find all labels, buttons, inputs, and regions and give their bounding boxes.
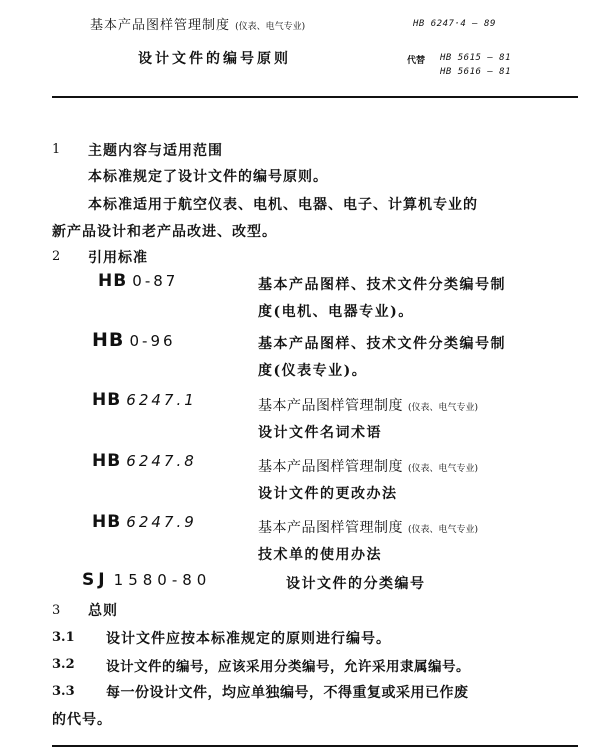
section-2-number: 2	[52, 249, 61, 264]
ref-desc-3-paren: (仪表、电气专业)	[407, 403, 478, 413]
ref-desc-3-title: 基本产品图样管理制度	[258, 398, 403, 414]
ref-desc-6-line-1: 设计文件的分类编号	[286, 576, 426, 592]
ref-number: 0-96	[129, 332, 176, 350]
section-3-heading: 总则	[88, 603, 118, 619]
ref-desc-4-line-1	[258, 456, 478, 476]
clause-3-1-number: 3.1	[52, 630, 75, 645]
clause-3-3-continuation: 的代号。	[52, 712, 112, 728]
section-1-para-1: 本标准规定了设计文件的编号原则。	[88, 169, 328, 185]
ref-desc-4-line-2: 设计文件的更改办法	[258, 486, 398, 502]
ref-number: 6247.8	[126, 452, 197, 470]
ref-desc-1-line-2: 度(电机、电器专业)。	[258, 304, 414, 320]
ref-desc-2-line-2: 度(仪表专业)。	[258, 363, 368, 379]
header-rule	[52, 96, 578, 98]
ref-desc-5-line-1	[258, 517, 478, 537]
replaces-code-2: HB 5616 — 81	[440, 67, 512, 77]
ref-prefix: HB	[92, 512, 122, 532]
clause-3-1-text: 设计文件应按本标准规定的原则进行编号。	[106, 631, 391, 647]
standard-code: HB 6247·4 — 89	[413, 19, 496, 29]
clause-3-2-text: 设计文件的编号，应该采用分类编号，允许采用隶属编号。	[106, 659, 470, 675]
ref-prefix: HB	[92, 451, 122, 471]
ref-number: 6247.9	[126, 513, 197, 531]
ref-desc-4-paren: (仪表、电气专业)	[407, 464, 478, 474]
section-1-para-2-line-2: 新产品设计和老产品改进、改型。	[52, 224, 277, 240]
section-1-para-2-line-1: 本标准适用于航空仪表、电机、电器、电子、计算机专业的	[88, 197, 478, 213]
replaces-label: 代替	[407, 56, 426, 66]
ref-number: 0-87	[132, 272, 179, 290]
ref-desc-3-line-1	[258, 395, 478, 415]
series-title-text: 基本产品图样管理制度	[90, 18, 231, 33]
ref-number: 1580-80	[113, 571, 212, 589]
clause-3-3-text: 每一份设计文件，均应单独编号，不得重复或采用已作废	[106, 685, 469, 701]
ref-desc-1-line-1: 基本产品图样、技术文件分类编号制	[258, 277, 506, 293]
ref-desc-4-title: 基本产品图样管理制度	[258, 459, 403, 475]
ref-code-3	[92, 390, 197, 410]
standard-series-title	[90, 14, 305, 33]
footer-rule	[52, 745, 578, 747]
section-1-number: 1	[52, 142, 61, 157]
ref-prefix: HB	[92, 329, 125, 351]
ref-number: 6247.1	[126, 391, 197, 409]
clause-3-3-number: 3.3	[52, 684, 75, 699]
clause-3-2-number: 3.2	[52, 657, 75, 672]
ref-desc-5-title: 基本产品图样管理制度	[258, 520, 403, 536]
ref-desc-5-line-2: 技术单的使用办法	[258, 547, 382, 563]
ref-prefix: HB	[98, 271, 128, 291]
section-3-number: 3	[52, 603, 61, 618]
ref-desc-5-paren: (仪表、电气专业)	[407, 525, 478, 535]
ref-code-4	[92, 451, 197, 471]
ref-code-1	[98, 271, 178, 291]
series-title-paren: (仪表、电气专业)	[235, 22, 306, 32]
section-2-heading: 引用标准	[88, 250, 148, 266]
document-title: 设计文件的编号原则	[138, 51, 291, 67]
ref-prefix: HB	[92, 390, 122, 410]
ref-code-6	[82, 570, 211, 590]
ref-prefix: SJ	[82, 570, 109, 590]
ref-desc-2-line-1: 基本产品图样、技术文件分类编号制	[258, 336, 506, 352]
section-1-heading: 主题内容与适用范围	[88, 143, 223, 159]
ref-code-5	[92, 512, 197, 532]
ref-code-2	[92, 329, 176, 351]
ref-desc-3-line-2: 设计文件名词术语	[258, 425, 382, 441]
replaces-code-1: HB 5615 — 81	[440, 53, 512, 63]
